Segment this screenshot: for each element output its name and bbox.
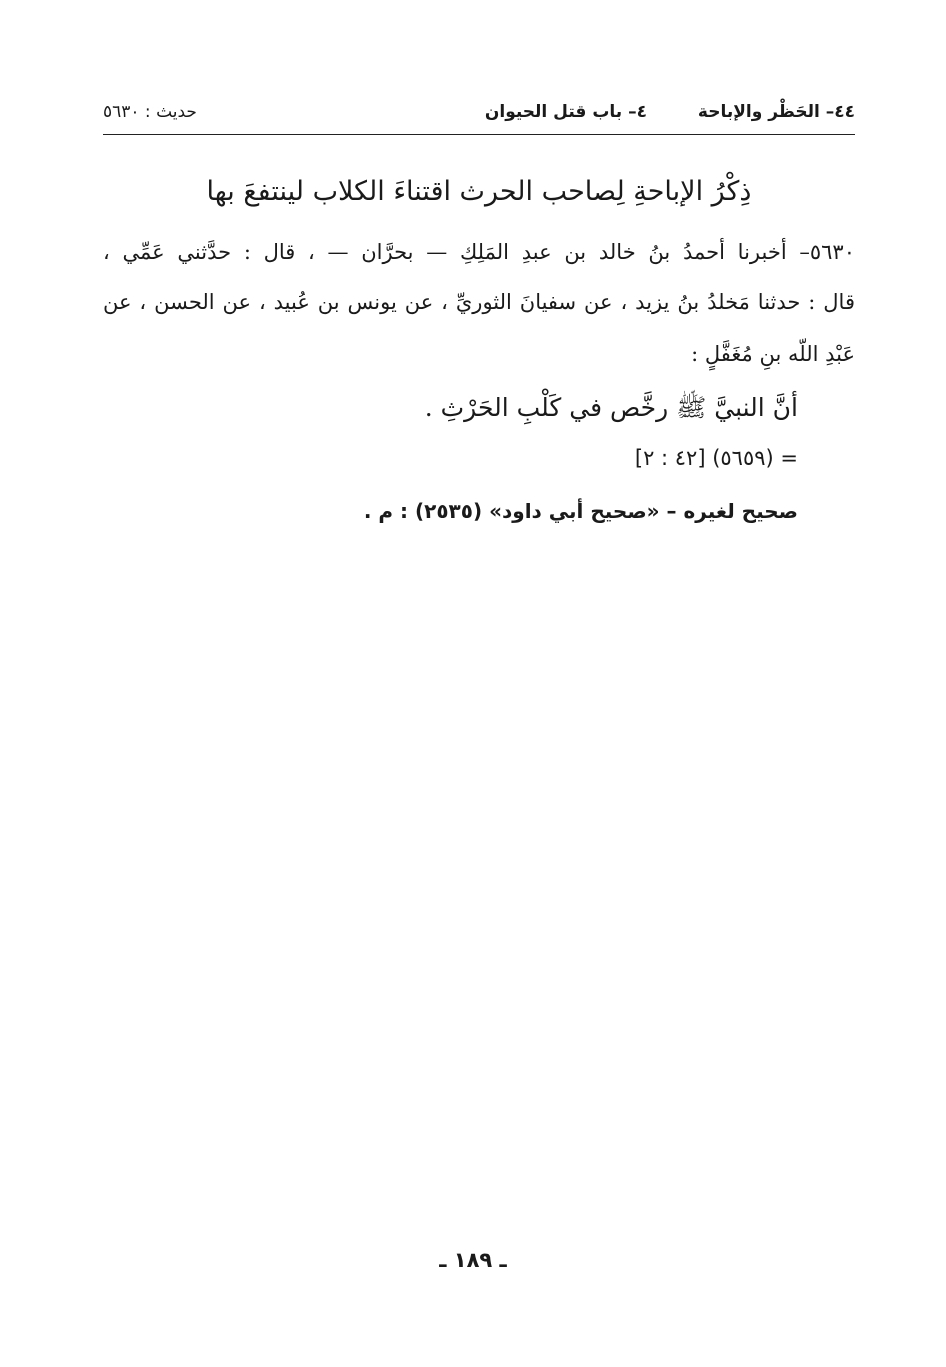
hadith-grade: صحيح لغيره – «صحيح أبي داود» (٢٥٣٥) : م . — [363, 499, 798, 523]
chapter-title: ٤– باب قتل الحيوان — [484, 102, 647, 122]
cross-reference: = (٥٦٥٩) [٤٢ : ٢] — [634, 446, 798, 470]
isnad-line-2: قال : حدثنا مَخلدُ بنُ يزيد ، عن سفيانَ الثوريِّ ، عن يونس بن عُبيد ، عن الحسن ، عن — [103, 290, 855, 314]
page-number: ـ ١٨٩ ـ — [439, 1248, 507, 1272]
header-divider — [103, 134, 855, 135]
section-heading: ذِكْرُ الإباحةِ لِصاحب الحرث اقتناءَ الكلاب لينتفعَ بها — [206, 176, 752, 207]
isnad-line-1: ٥٦٣٠– أخبرنا أحمدُ بنُ خالد بن عبدِ المَلِكِ — بحرَّان — ، قال : حدَّثني عَمِّي ، — [103, 240, 855, 264]
hadith-matn: أنَّ النبيَّ ﷺ رخَّص في كَلْبِ الحَرْثِ . — [424, 393, 798, 422]
hadith-number-label: حديث : ٥٦٣٠ — [103, 102, 197, 122]
running-header — [103, 96, 855, 128]
book-title: ٤٤– الحَظْر والإباحة — [697, 102, 855, 122]
isnad-line-3: عَبْدِ اللّه بنِ مُغَفَّلٍ : — [691, 342, 855, 366]
